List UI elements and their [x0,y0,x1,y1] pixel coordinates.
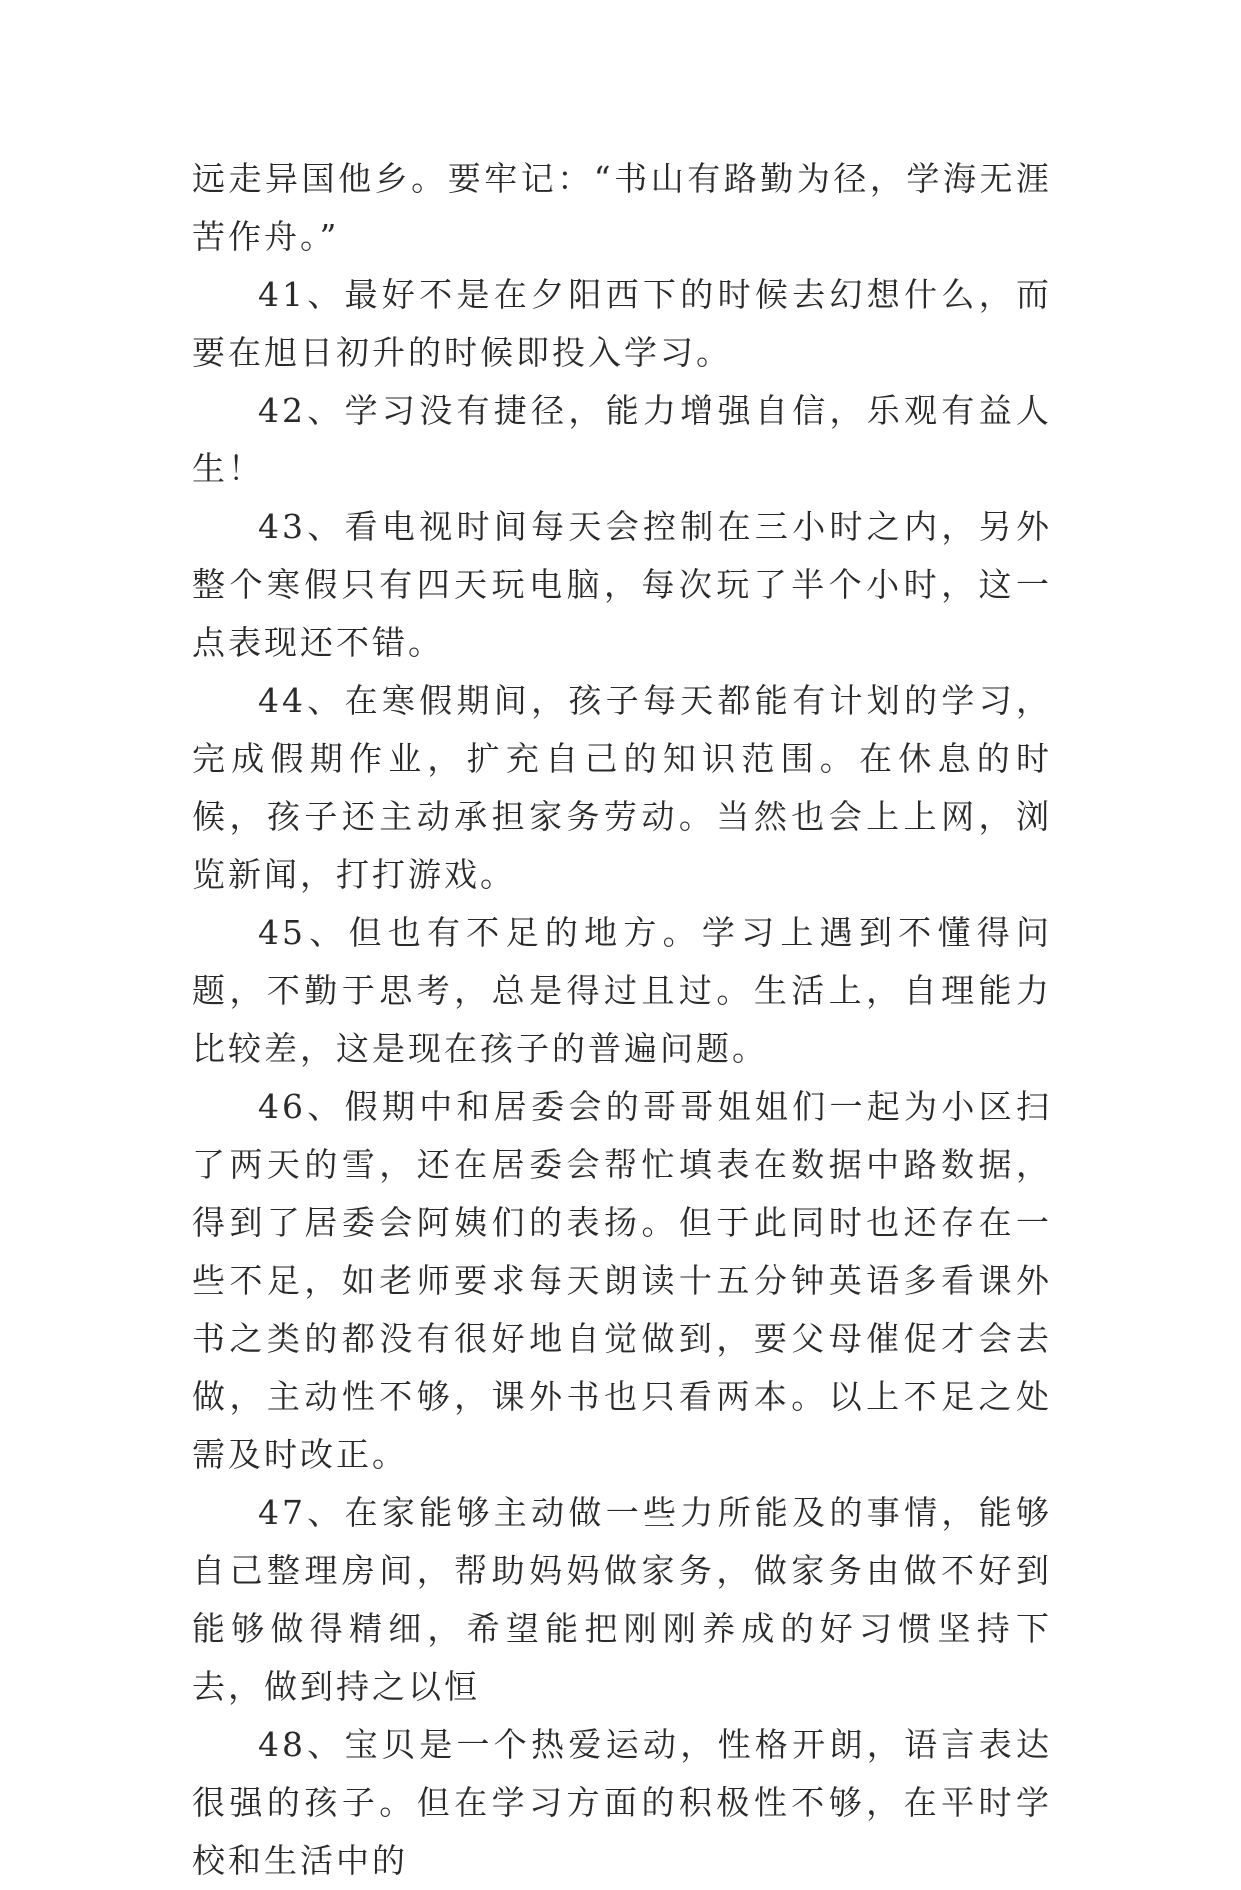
paragraph-item-48: 48、宝贝是一个热爱运动，性格开朗，语言表达很强的孩子。但在学习方面的积极性不够，在平时学校和生活中的 [192,1725,1052,1880]
paragraph-item-41: 41、最好不是在夕阳西下的时候去幻想什么，而要在旭日初升的时候即投入学习。 [192,275,1052,372]
paragraph-item-44: 44、在寒假期间，孩子每天都能有计划的学习，完成假期作业，扩充自己的知识范围。在休息的时候，孩子还主动承担家务劳动。当然也会上上网，浏览新闻，打打游戏。 [192,681,1052,894]
paragraph-item-43: 43、看电视时间每天会控制在三小时之内，另外整个寒假只有四天玩电脑，每次玩了半个小时，这一点表现还不错。 [192,507,1052,662]
paragraph-item-42: 42、学习没有捷径，能力增强自信，乐观有益人生！ [192,391,1052,488]
paragraph-item-46: 46、假期中和居委会的哥哥姐姐们一起为小区扫了两天的雪，还在居委会帮忙填表在数据中路数据，得到了居委会阿姨们的表扬。但于此同时也还存在一些不足，如老师要求每天朗读十五分钟英语多看课外书之类的都没有很好地自觉做到，要父母催促才会去做，主动性不够，课外书也只看两本。以上不足之处需及时改正。 [192,1087,1052,1474]
paragraph-item-47: 47、在家能够主动做一些力所能及的事情，能够自己整理房间，帮助妈妈做家务，做家务由做不好到能够做得精细，希望能把刚刚养成的好习惯坚持下去，做到持之以恒 [192,1493,1052,1706]
paragraph-continuation: 远走异国他乡。要牢记：“书山有路勤为径，学海无涯苦作舟。” [192,159,1052,256]
paragraph-item-45: 45、但也有不足的地方。学习上遇到不懂得问题，不勤于思考，总是得过且过。生活上，自理能力比较差，这是现在孩子的普遍问题。 [192,913,1052,1068]
document-body [192,150,1052,1890]
